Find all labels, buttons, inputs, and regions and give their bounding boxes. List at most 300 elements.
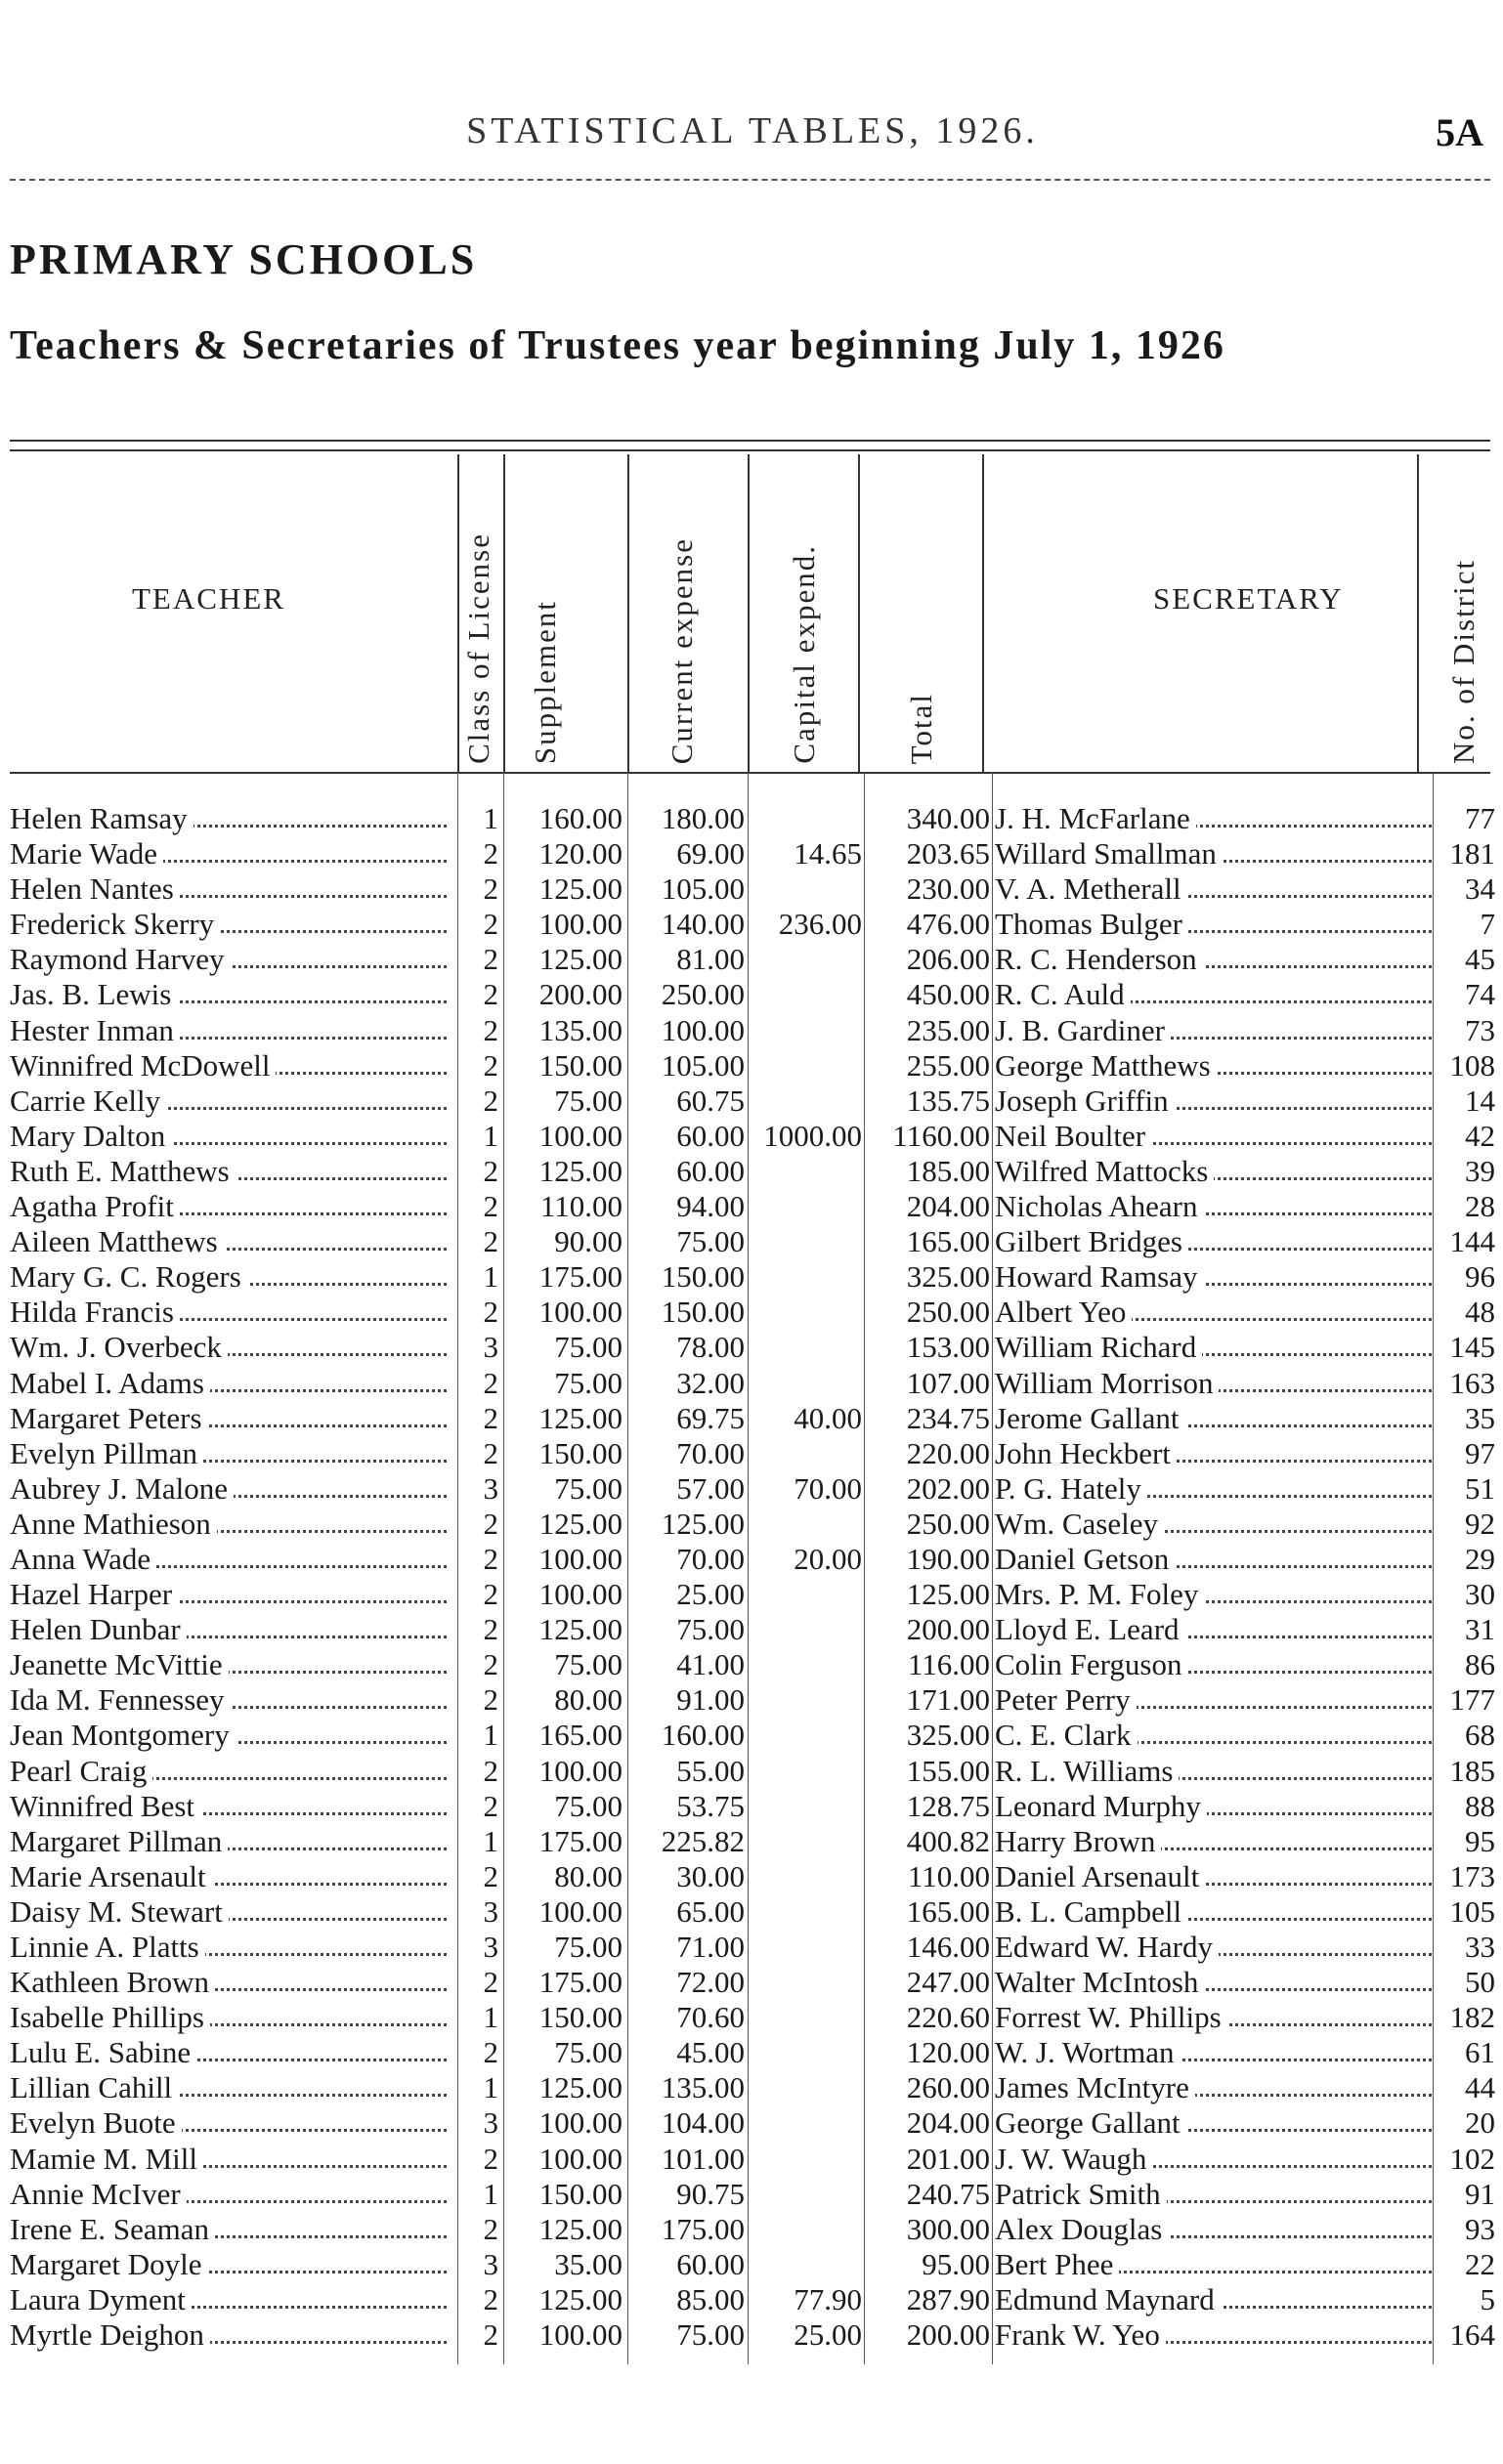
secretary-name-cell (995, 871, 1439, 907)
total-value: 235.00 (906, 1012, 990, 1047)
total-value: 125.00 (906, 1577, 990, 1612)
total-value: 146.00 (906, 1930, 990, 1964)
secretary-name: Willard Smallman (995, 836, 1223, 871)
secretary-name-cell (995, 1542, 1439, 1577)
class-of-license: 3 (483, 1470, 498, 1506)
teacher-name: Jean Montgomery (10, 1718, 236, 1752)
total-value: 116.00 (907, 1647, 990, 1682)
secretary-name-cell (995, 2000, 1439, 2035)
section-title: PRIMARY SCHOOLS (10, 235, 478, 283)
table-row (0, 1224, 1503, 1259)
class-of-license: 2 (483, 1612, 498, 1647)
secretary-name: J. H. McFarlane (995, 801, 1196, 835)
teacher-name-cell (10, 2105, 454, 2141)
header-supplement: Supplement (528, 599, 562, 764)
current-expense-value: 160.00 (661, 1718, 745, 1753)
district-number: 74 (1465, 977, 1495, 1012)
current-expense-value: 94.00 (676, 1189, 745, 1224)
secretary-name-cell (995, 1754, 1439, 1789)
teacher-name: Isabelle Phillips (10, 2000, 210, 2034)
header-divider (457, 454, 459, 772)
teacher-name: Evelyn Buote (10, 2105, 182, 2140)
secretary-name: James McIntyre (995, 2070, 1195, 2104)
header-divider (503, 454, 505, 772)
teacher-name: Margaret Pillman (10, 1824, 228, 1858)
table-row (0, 1119, 1503, 1154)
secretary-name-cell (995, 2142, 1439, 2177)
teacher-name: Jas. B. Lewis (10, 977, 177, 1011)
secretary-name: Albert Yeo (995, 1295, 1132, 1329)
secretary-name: Edmund Maynard (995, 2282, 1221, 2316)
capital-expend-value: 14.65 (794, 836, 862, 871)
district-number: 61 (1465, 2035, 1495, 2070)
supplement-value: 100.00 (538, 1893, 623, 1929)
teacher-name-cell (10, 1154, 454, 1189)
total-value: 185.00 (906, 1153, 990, 1188)
supplement-value: 125.00 (538, 2281, 623, 2316)
teacher-name: Marie Arsenault (10, 1859, 212, 1893)
teacher-name: Mabel I. Adams (10, 1366, 210, 1400)
capital-expend-value: 77.90 (794, 2281, 862, 2316)
teacher-name: Raymond Harvey (10, 942, 231, 976)
secretary-name-cell (995, 1718, 1439, 1753)
teacher-name-cell (10, 2212, 454, 2247)
header-rule (10, 179, 1490, 181)
table-row (0, 1154, 1503, 1189)
teacher-name-cell (10, 2177, 454, 2212)
district-number: 48 (1465, 1295, 1495, 1330)
class-of-license: 2 (483, 1965, 498, 2000)
district-number: 102 (1449, 2141, 1495, 2176)
teacher-name-cell (10, 2070, 454, 2105)
supplement-value: 100.00 (538, 907, 623, 942)
district-number: 44 (1465, 2070, 1495, 2105)
class-of-license: 1 (483, 801, 498, 835)
secretary-name: Daniel Getson (995, 1542, 1175, 1576)
teacher-name-cell (10, 1612, 454, 1647)
current-expense-value: 91.00 (676, 1682, 745, 1718)
current-expense-value: 69.00 (676, 836, 745, 871)
current-expense-value: 70.60 (676, 2000, 745, 2035)
secretary-name: William Morrison (995, 1366, 1219, 1400)
class-of-license: 2 (483, 2317, 498, 2353)
class-of-license: 2 (483, 2211, 498, 2246)
current-expense-value: 90.75 (676, 2176, 745, 2211)
header-total: Total (904, 692, 938, 764)
header-class-of-license: Class of License (461, 532, 495, 764)
table-row (0, 1718, 1503, 1753)
secretary-name-cell (995, 1330, 1439, 1365)
current-expense-value: 150.00 (661, 1259, 745, 1295)
teacher-name-cell (10, 1224, 454, 1259)
class-of-license: 2 (483, 1682, 498, 1718)
current-expense-value: 104.00 (661, 2105, 745, 2141)
teacher-name-cell (10, 1083, 454, 1119)
supplement-value: 175.00 (538, 1823, 623, 1858)
teacher-name-cell (10, 907, 454, 942)
capital-expend-value: 40.00 (794, 1400, 862, 1435)
class-of-license: 2 (483, 1400, 498, 1435)
current-expense-value: 85.00 (676, 2281, 745, 2316)
table-row (0, 2317, 1503, 2353)
supplement-value: 160.00 (538, 801, 623, 835)
class-of-license: 2 (483, 1224, 498, 1259)
secretary-name-cell (995, 1789, 1439, 1824)
header-teacher: TEACHER (132, 581, 285, 616)
district-number: 86 (1465, 1647, 1495, 1682)
secretary-name-cell (995, 1965, 1439, 2000)
teacher-name: Myrtle Deighon (10, 2317, 210, 2352)
teacher-name: Mamie M. Mill (10, 2142, 203, 2176)
total-value: 155.00 (906, 1753, 990, 1788)
district-number: 73 (1465, 1012, 1495, 1047)
secretary-name: George Matthews (995, 1048, 1217, 1083)
secretary-name: Wm. Caseley (995, 1507, 1164, 1541)
teacher-name-cell (10, 1189, 454, 1224)
class-of-license: 2 (483, 1153, 498, 1188)
table-row (0, 2142, 1503, 2177)
current-expense-value: 81.00 (676, 942, 745, 977)
table-row (0, 2212, 1503, 2247)
current-expense-value: 180.00 (661, 801, 745, 835)
teacher-name: Evelyn Pillman (10, 1436, 203, 1470)
teacher-name: Kathleen Brown (10, 1965, 215, 1999)
total-value: 203.65 (906, 836, 990, 871)
total-value: 153.00 (906, 1330, 990, 1365)
total-value: 325.00 (906, 1259, 990, 1295)
secretary-name-cell (995, 1295, 1439, 1330)
district-number: 92 (1465, 1506, 1495, 1541)
teacher-name-cell (10, 1789, 454, 1824)
supplement-value: 175.00 (538, 1259, 623, 1295)
teacher-name-cell (10, 2142, 454, 2177)
secretary-name-cell (995, 2177, 1439, 2212)
secretary-name: Bert Phee (995, 2247, 1119, 2281)
teacher-name-cell (10, 1295, 454, 1330)
district-number: 185 (1449, 1753, 1495, 1788)
class-of-license: 2 (483, 1541, 498, 1576)
total-value: 201.00 (906, 2141, 990, 2176)
current-expense-value: 75.00 (676, 1612, 745, 1647)
header-divider (982, 454, 984, 772)
table-row (0, 1859, 1503, 1894)
total-value: 204.00 (906, 1189, 990, 1224)
secretary-name-cell (995, 1366, 1439, 1401)
district-number: 77 (1465, 801, 1495, 835)
class-of-license: 1 (483, 2000, 498, 2035)
table-row (0, 1366, 1503, 1401)
class-of-license: 2 (483, 942, 498, 977)
teacher-name-cell (10, 1824, 454, 1859)
supplement-value: 100.00 (538, 1541, 623, 1576)
secretary-name: Harry Brown (995, 1824, 1161, 1858)
secretary-name-cell (995, 907, 1439, 942)
district-number: 182 (1449, 2000, 1495, 2035)
district-number: 91 (1465, 2176, 1495, 2211)
teacher-name-cell (10, 1930, 454, 1965)
secretary-name-cell (995, 942, 1439, 977)
table-row (0, 1436, 1503, 1471)
total-value: 110.00 (907, 1858, 990, 1893)
teacher-name-cell (10, 1682, 454, 1718)
header-current-expense: Current expense (665, 536, 699, 764)
teacher-name-cell (10, 2247, 454, 2282)
current-expense-value: 125.00 (661, 1506, 745, 1541)
class-of-license: 2 (483, 1435, 498, 1470)
total-value: 287.90 (906, 2281, 990, 2316)
total-value: 234.75 (906, 1400, 990, 1435)
total-value: 200.00 (906, 1612, 990, 1647)
class-of-license: 2 (483, 2141, 498, 2176)
supplement-value: 75.00 (554, 1788, 623, 1823)
secretary-name: Leonard Murphy (995, 1789, 1207, 1823)
table-row (0, 1754, 1503, 1789)
teacher-name: Ruth E. Matthews (10, 1154, 236, 1188)
secretary-name-cell (995, 1859, 1439, 1894)
teacher-name: Helen Nantes (10, 871, 180, 906)
table-row (0, 1507, 1503, 1542)
secretary-name: Alex Douglas (995, 2212, 1168, 2246)
header-divider (627, 454, 629, 772)
teacher-name: Aubrey J. Malone (10, 1471, 234, 1506)
district-number: 39 (1465, 1153, 1495, 1188)
teacher-name: Hester Inman (10, 1013, 180, 1047)
teacher-name-cell (10, 1048, 454, 1083)
teacher-name: Ida M. Fennessey (10, 1682, 231, 1717)
supplement-value: 125.00 (538, 1153, 623, 1188)
district-number: 108 (1449, 1047, 1495, 1083)
district-number: 33 (1465, 1930, 1495, 1964)
secretary-name: Colin Ferguson (995, 1647, 1187, 1681)
class-of-license: 1 (483, 1118, 498, 1153)
supplement-value: 80.00 (554, 1682, 623, 1718)
total-value: 220.00 (906, 1435, 990, 1470)
current-expense-value: 32.00 (676, 1365, 745, 1400)
class-of-license: 1 (483, 1259, 498, 1295)
secretary-name-cell (995, 2212, 1439, 2247)
secretary-name-cell (995, 1083, 1439, 1119)
secretary-name-cell (995, 1507, 1439, 1542)
secretary-name-cell (995, 1612, 1439, 1647)
secretary-name: Lloyd E. Leard (995, 1612, 1185, 1646)
district-number: 5 (1480, 2281, 1495, 2316)
teacher-name-cell (10, 1436, 454, 1471)
class-of-license: 1 (483, 1823, 498, 1858)
secretary-name-cell (995, 1436, 1439, 1471)
teacher-name: Hilda Francis (10, 1295, 180, 1329)
secretary-name-cell (995, 1401, 1439, 1436)
secretary-name-cell (995, 1048, 1439, 1083)
teacher-name-cell (10, 1507, 454, 1542)
secretary-name: J. W. Waugh (995, 2142, 1152, 2176)
total-value: 128.75 (906, 1788, 990, 1823)
secretary-name: R. C. Henderson (995, 942, 1203, 976)
teacher-name: Winnifred Best (10, 1789, 200, 1823)
supplement-value: 125.00 (538, 1612, 623, 1647)
total-value: 247.00 (906, 1965, 990, 2000)
supplement-value: 125.00 (538, 871, 623, 907)
district-number: 31 (1465, 1612, 1495, 1647)
supplement-value: 100.00 (538, 1295, 623, 1330)
total-value: 230.00 (906, 871, 990, 907)
district-number: 34 (1465, 871, 1495, 907)
district-number: 96 (1465, 1259, 1495, 1295)
capital-expend-value: 1000.00 (763, 1118, 862, 1153)
secretary-name: W. J. Wortman (995, 2035, 1181, 2069)
table-row (0, 1894, 1503, 1930)
secretary-name: Thomas Bulger (995, 907, 1188, 941)
class-of-license: 2 (483, 836, 498, 871)
supplement-value: 75.00 (554, 1930, 623, 1964)
district-number: 145 (1449, 1330, 1495, 1365)
class-of-license: 2 (483, 907, 498, 942)
teacher-name-cell (10, 871, 454, 907)
district-number: 88 (1465, 1788, 1495, 1823)
secretary-name: Frank W. Yeo (995, 2317, 1166, 2352)
table-row (0, 1542, 1503, 1577)
header-divider (858, 454, 860, 772)
current-expense-value: 105.00 (661, 1047, 745, 1083)
secretary-name-cell (995, 1259, 1439, 1295)
table-row (0, 836, 1503, 871)
supplement-value: 100.00 (538, 1753, 623, 1788)
supplement-value: 80.00 (554, 1858, 623, 1893)
total-value: 200.00 (906, 2317, 990, 2353)
district-number: 20 (1465, 2105, 1495, 2141)
class-of-license: 3 (483, 2105, 498, 2141)
table-row (0, 1789, 1503, 1824)
district-number: 28 (1465, 1189, 1495, 1224)
district-number: 177 (1449, 1682, 1495, 1718)
supplement-value: 75.00 (554, 1330, 623, 1365)
supplement-value: 110.00 (539, 1189, 623, 1224)
table-row (0, 2282, 1503, 2317)
header-divider (748, 454, 750, 772)
district-number: 144 (1449, 1224, 1495, 1259)
class-of-license: 2 (483, 1506, 498, 1541)
teacher-name-cell (10, 2317, 454, 2353)
secretary-name: P. G. Hately (995, 1471, 1147, 1506)
teacher-name: Wm. J. Overbeck (10, 1330, 228, 1364)
secretary-name-cell (995, 1577, 1439, 1612)
class-of-license: 2 (483, 1047, 498, 1083)
current-expense-value: 70.00 (676, 1435, 745, 1470)
teacher-name-cell (10, 2000, 454, 2035)
running-title: STATISTICAL TABLES, 1926. (466, 110, 1039, 151)
secretary-name: Jerome Gallant (995, 1401, 1185, 1435)
table-row (0, 1189, 1503, 1224)
supplement-value: 150.00 (538, 1435, 623, 1470)
current-expense-value: 53.75 (676, 1788, 745, 1823)
district-number: 51 (1465, 1470, 1495, 1506)
district-number: 42 (1465, 1118, 1495, 1153)
secretary-name-cell (995, 1119, 1439, 1154)
total-value: 1160.00 (892, 1118, 990, 1153)
class-of-license: 1 (483, 2176, 498, 2211)
supplement-value: 35.00 (554, 2246, 623, 2281)
secretary-name: R. L. Williams (995, 1754, 1179, 1788)
district-number: 35 (1465, 1400, 1495, 1435)
teacher-name: Winnifred McDowell (10, 1048, 276, 1083)
current-expense-value: 101.00 (661, 2141, 745, 2176)
secretary-name: B. L. Campbell (995, 1894, 1187, 1929)
table-row (0, 1824, 1503, 1859)
secretary-name-cell (995, 1189, 1439, 1224)
current-expense-value: 175.00 (661, 2211, 745, 2246)
secretary-name-cell (995, 1224, 1439, 1259)
teacher-name: Hazel Harper (10, 1577, 178, 1611)
teacher-name-cell (10, 2035, 454, 2070)
secretary-name-cell (995, 1154, 1439, 1189)
total-value: 340.00 (906, 801, 990, 835)
table-row (0, 2105, 1503, 2141)
teacher-name: Helen Dunbar (10, 1612, 187, 1646)
supplement-value: 100.00 (538, 2317, 623, 2353)
current-expense-value: 57.00 (676, 1470, 745, 1506)
current-expense-value: 60.00 (676, 1118, 745, 1153)
teacher-name: Helen Ramsay (10, 801, 193, 835)
supplement-value: 100.00 (538, 2105, 623, 2141)
teacher-name-cell (10, 1647, 454, 1682)
table-row (0, 977, 1503, 1012)
class-of-license: 2 (483, 1295, 498, 1330)
header-capital-expend: Capital expend. (787, 544, 821, 764)
total-value: 165.00 (906, 1224, 990, 1259)
class-of-license: 2 (483, 1189, 498, 1224)
current-expense-value: 78.00 (676, 1330, 745, 1365)
class-of-license: 2 (483, 871, 498, 907)
secretary-name: C. E. Clark (995, 1718, 1138, 1752)
current-expense-value: 60.00 (676, 2246, 745, 2281)
teacher-name: Linnie A. Platts (10, 1930, 205, 1964)
page-header (0, 109, 1503, 158)
secretary-name: Patrick Smith (995, 2177, 1167, 2211)
supplement-value: 125.00 (538, 1506, 623, 1541)
teacher-name-cell (10, 1859, 454, 1894)
total-value: 300.00 (906, 2211, 990, 2246)
current-expense-value: 105.00 (661, 871, 745, 907)
capital-expend-value: 236.00 (778, 907, 862, 942)
table-row (0, 1083, 1503, 1119)
total-value: 190.00 (906, 1541, 990, 1576)
class-of-license: 2 (483, 1788, 498, 1823)
secretary-name-cell (995, 1824, 1439, 1859)
class-of-license: 3 (483, 1893, 498, 1929)
table-row (0, 2035, 1503, 2070)
header-divider (1417, 454, 1419, 772)
supplement-value: 165.00 (538, 1718, 623, 1753)
secretary-name: Peter Perry (995, 1682, 1137, 1717)
secretary-name: Howard Ramsay (995, 1259, 1203, 1294)
total-value: 204.00 (906, 2105, 990, 2141)
secretary-name: Daniel Arsenault (995, 1859, 1205, 1893)
teacher-name: Aileen Matthews (10, 1224, 224, 1258)
secretary-name: V. A. Metherall (995, 871, 1187, 906)
current-expense-value: 135.00 (661, 2070, 745, 2105)
current-expense-value: 75.00 (676, 2317, 745, 2353)
table-header (10, 454, 1490, 772)
table-top-rule (10, 440, 1490, 442)
supplement-value: 200.00 (538, 977, 623, 1012)
teacher-name: Anna Wade (10, 1542, 156, 1576)
total-value: 120.00 (906, 2035, 990, 2070)
table-row (0, 1330, 1503, 1365)
capital-expend-value: 70.00 (794, 1470, 862, 1506)
total-value: 202.00 (906, 1470, 990, 1506)
teacher-name-cell (10, 1013, 454, 1048)
total-value: 250.00 (906, 1295, 990, 1330)
current-expense-value: 65.00 (676, 1893, 745, 1929)
